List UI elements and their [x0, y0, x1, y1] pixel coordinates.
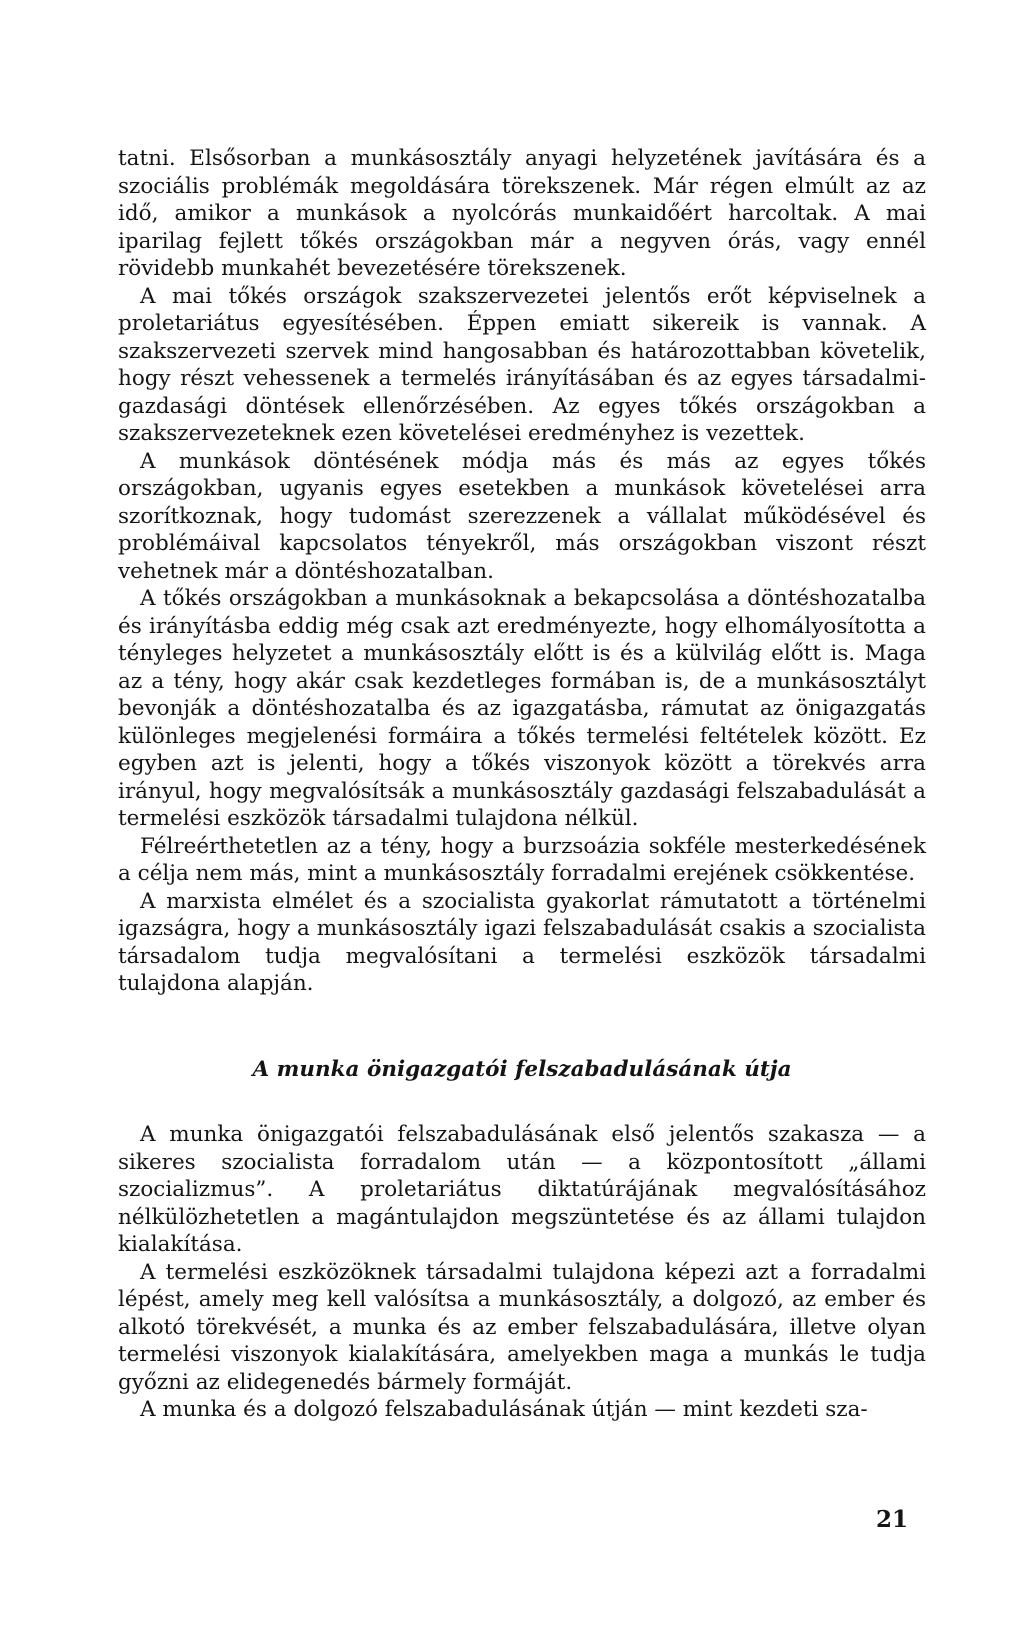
section-heading: A munka önigazgatói felszabadulásának útja	[252, 1056, 792, 1082]
paragraph: A tőkés országokban a munkásoknak a bekapcsolása a döntéshozatalba és irányításba eddig még csak azt eredményezte, hogy elhomályosította a tényleges helyzetet a munkásosztály előtt is és a külvilág előtt is. Maga az a tény, hogy akár csak kezdetleges formában is, de a munkásosztályt bevonják a döntéshozatalba és az igazgatásba, rámutat az önigazgatás különleges megjelenési formáira a tőkés termelési feltételek között. Ez egyben azt is jelenti, hogy a tőkés viszonyok között a törekvés arra irányul, hogy megvalósítsák a munkásosztály gazdasági felszabadulását a termelési eszközök társadalmi tulajdona nélkül.	[118, 586, 926, 831]
paragraph: A munkások döntésének módja más és más az egyes tőkés országokban, ugyanis egyes esetekben a munkások követelései arra szorítkoznak, hogy tudomást szerezzenek a vállalat működésével és problémáival kapcsolatos tényekről, más országokban viszont részt vehetnek már a döntéshozatalban.	[118, 448, 926, 584]
paragraph: tatni. Elsősorban a munkásosztály anyagi helyzetének javítására és a szociális problémák megoldására törekszenek. Már régen elmúlt az az idő, amikor a munkások a nyolcórás munkaidőért harcoltak. A mai iparilag fejlett tőkés országokban már a negyven órás, vagy ennél rövidebb munkahét bevezetésére törekszenek.	[118, 146, 926, 281]
paragraph: A munka önigazgatói felszabadulásának első jelentős szakasza — a sikeres szocialista forradalom után — a központosított „állami szocializmus”. A proletariátus diktatúrájának megvalósításához nélkülözhetetlen a magántulajdon megszüntetése és az állami tulajdon kialakítása.	[118, 1122, 926, 1257]
body-text	[118, 145, 926, 1424]
paragraph: A marxista elmélet és a szocialista gyakorlat rámutatott a történelmi igazságra, hogy a munkásosztály igazi felszabadulását csakis a szocialista társadalom tudja megvalósítani a termelési eszközök társadalmi tulajdona alapján.	[118, 888, 926, 996]
paragraph: A termelési eszközöknek társadalmi tulajdona képezi azt a forradalmi lépést, amely meg kell valósítsa a munkásosztály, a dolgozó, az ember és alkotó törekvését, a munka és az ember felszabadulására, illetve olyan termelési viszonyok kialakítására, amelyekben maga a munkás le tudja győzni az elidegenedés bármely formáját.	[118, 1259, 926, 1395]
page-number: 21	[876, 1506, 909, 1533]
paragraph: A mai tőkés országok szakszervezetei jelentős erőt képviselnek a proletariátus egyesítésében. Éppen emiatt sikereik is vannak. A szakszervezeti szervek mind hangosabban és határozottabban követelik, hogy részt vehessenek a termelés irányításában és az egyes társadalmi-gazdasági döntések ellenőrzésében. Az egyes tőkés országokban a szakszervezeteknek ezen követelései eredményhez is vezettek.	[118, 283, 926, 446]
paragraph: A munka és a dolgozó felszabadulásának útján — mint kezdeti sza-	[140, 1397, 868, 1422]
paragraph: Félreérthetetlen az a tény, hogy a burzsoázia sokféle mesterkedésének a célja nem más, mint a munkásosztály forradalmi erejének csökkentése.	[118, 833, 926, 886]
